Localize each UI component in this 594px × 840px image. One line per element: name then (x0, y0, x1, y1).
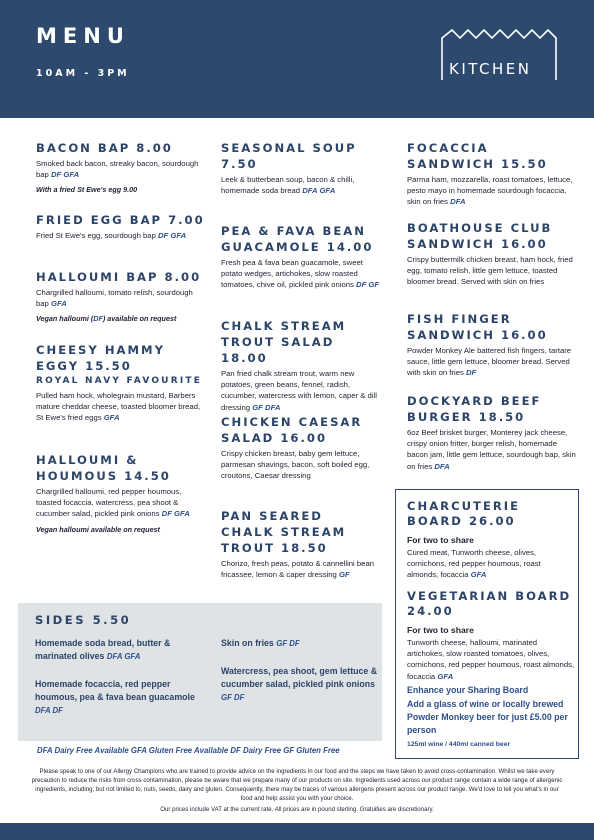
menu-item-boathouse-club-sandwich (407, 220, 579, 288)
item-desc: Cured meat, Tunworth cheese, olives, cornichons, red pepper houmous, roast almonds, focaccia GFA (407, 548, 541, 580)
dietary-tag: GFA (437, 671, 454, 681)
dietary-tag: GF DF (221, 693, 245, 702)
enhance-desc: Add a glass of wine or locally brewed Powder Monkey beer for just £5.00 per person (407, 699, 568, 735)
item-name: HALLOUMI & (36, 453, 139, 467)
menu-item-fried-egg-bap (36, 212, 206, 241)
vat-notice: Our prices include VAT at the current rate. All prices are in pound sterling. Gratuities are discretionary. (160, 806, 434, 813)
item-name: CHICKEN CAESAR (221, 415, 363, 429)
item-name: CHARCUTERIE (407, 499, 521, 513)
item-desc: Fried St Ewe's egg, sourdough bap DF GFA (36, 231, 187, 240)
menu-item-chalk-stream-trout-salad (221, 318, 383, 413)
menu-item-halloumi-bap (36, 269, 206, 323)
menu-item-charcuterie-board (407, 499, 571, 581)
item-name-price: GUACAMOLE 14.00 (221, 240, 374, 254)
side-item: Homemade soda bread, butter & marinated olives DFA GFA (35, 638, 171, 661)
dietary-tag: GFA (103, 413, 120, 423)
item-desc: Leek & butterbean soup, bacon & chilli, homemade soda bread DFA GFA (221, 175, 355, 196)
menu-item-bacon-bap (36, 140, 206, 194)
item-price: 24.00 (407, 604, 454, 618)
item-desc: Fresh pea & fava bean guacamole, sweet potato wedges, artichokes, slow roasted tomatoes, chive oil, pickled pink onions DF GF (221, 258, 380, 290)
item-name: PAN SEARED (221, 509, 323, 523)
item-name: CHALK STREAM (221, 319, 347, 333)
item-name: CHALK STREAM (221, 525, 347, 539)
item-name-price: HOUMOUS 14.50 (36, 469, 171, 483)
enhance-offer (407, 685, 575, 748)
item-name: DOCKYARD BEEF (407, 394, 542, 408)
item-name: PEA & FAVA BEAN (221, 224, 366, 238)
dietary-tag: DFA (450, 197, 466, 207)
page-title: MENU (36, 24, 130, 48)
item-name-price: BURGER 18.50 (407, 410, 526, 424)
item-name: SEASONAL SOUP (221, 141, 357, 155)
item-desc: Chargrilled halloumi, red pepper houmous, toasted focaccia, watercress, pea shoot & cucumber salad, pickled pink onions DF GFA (36, 487, 190, 519)
enhance-title: Enhance your Sharing Board (407, 685, 529, 695)
dietary-tag: GFA (50, 299, 67, 309)
dietary-tag: DF GFA (50, 170, 80, 180)
item-desc: Chorizo, fresh peas, potato & cannellini bean fricassee, lemon & caper dressing GF (221, 559, 374, 580)
item-name: BACON BAP 8.00 (36, 141, 173, 155)
sides-title: SIDES 5.50 (35, 613, 132, 627)
side-item: Homemade focaccia, red pepper houmous, pea & fava bean guacamole DFA DF (35, 679, 195, 715)
dietary-tag: GF (338, 570, 350, 580)
dietary-tag: GF DFA (252, 402, 281, 412)
item-name: FOCACCIA (407, 141, 489, 155)
kitchen-logo (440, 26, 560, 84)
item-name-price: SANDWICH 16.00 (407, 328, 548, 342)
menu-item-pea-fava-guacamole (221, 223, 381, 291)
item-name-price: SANDWICH 15.50 (407, 157, 548, 171)
allergy-notice: Please speak to one of our Allergy Champions who are trained to provide advice on the ingredients in our food and the steps we have taken to avoid cross-contamination. Whilst we take every precaution to reduce the risks from cross contamination, please be aware that we prepare many of our products on site. Ingredients used across our product range contain a wide range of allergenic ingredients, including, but not limited to, nuts, seeds, dairy and gluten. Consequently, there may be traces of various allergens present across our product range. We'd love to tell you what's in our food and help assist you with your choice. (31, 768, 563, 802)
sides-panel (18, 603, 382, 741)
item-name-price: TROUT SALAD 18.00 (221, 335, 335, 365)
menu-item-dockyard-beef-burger (407, 393, 579, 472)
item-note: Vegan halloumi available on request (36, 524, 160, 534)
item-desc: Powder Monkey Ale battered fish fingers, tartare sauce, little gem lettuce, bloomer bread. Served with skin on fries DF (407, 346, 572, 378)
sharing-boards-box (395, 489, 579, 759)
header-banner (0, 0, 594, 118)
dietary-tag: DF (465, 368, 477, 378)
item-name-price: SANDWICH 16.00 (407, 237, 548, 251)
item-name: FISH FINGER (407, 312, 512, 326)
item-name: VEGETARIAN BOARD (407, 589, 572, 603)
item-desc: Pan fried chalk stream trout, warm new potatoes, green beans, fennel, radish, cucumber, watercress with lemon, caper & dill dressing GF DFA (221, 369, 377, 412)
item-desc: Crispy chicken breast, baby gem lettuce, parmesan shavings, bacon, soft boiled egg, croutons, Caesar dressing (221, 449, 370, 481)
item-name: HALLOUMI BAP 8.00 (36, 270, 202, 284)
item-desc: 6oz Beef brisket burger, Monterey jack cheese, crispy onion fritter, burger relish, homemade bacon jam, little gem lettuce, sourdough bap, skin on fries DFA (407, 428, 576, 471)
menu-item-halloumi-houmous (36, 452, 206, 534)
item-subtitle: ROYAL NAVY FAVOURITE (36, 376, 203, 386)
dietary-tag: DFA DF (35, 706, 63, 715)
item-note: With a fried St Ewe's egg 9.00 (36, 185, 138, 195)
dietary-tag: DF GF (356, 280, 380, 290)
menu-item-pan-seared-trout (221, 508, 381, 580)
item-desc: Parma ham, mozzarella, roast tomatoes, lettuce, pesto mayo in homemade sourdough focaccia, skin on fries DFA (407, 175, 573, 207)
menu-item-chicken-caesar-salad (221, 414, 381, 482)
item-desc: Smoked back bacon, streaky bacon, sourdough bap DF GFA (36, 159, 199, 180)
dietary-tag: DFA GFA (106, 652, 141, 661)
serving-note: For two to share (407, 625, 474, 635)
dietary-tag: DF GFA (161, 509, 190, 519)
dietary-tag: DF GFA (157, 231, 187, 240)
item-desc: Crispy buttermilk chicken breast, ham hock, fried egg, tomato relish, little gem lettuce, toasted bloomer bread. Served with skin on fries (407, 255, 573, 287)
dietary-tag: DFA GFA (302, 186, 336, 196)
menu-item-vegetarian-board (407, 589, 575, 682)
dietary-tag: GFA (470, 570, 487, 580)
menu-item-fish-finger-sandwich (407, 311, 579, 379)
item-desc: Tunworth cheese, halloumi, marinated artichokes, slow roasted tomatoes, olives, cornichons, red pepper houmous, roast almonds, focaccia GFA (407, 638, 575, 681)
dietary-tag: GF DF (276, 639, 300, 648)
item-name: BOATHOUSE CLUB (407, 221, 553, 235)
item-desc: Pulled ham hock, wholegrain mustard, Barbers mature cheddar cheese, toasted bloomer bread, St Ewe's fried eggs GFA (36, 391, 201, 423)
item-name: FRIED EGG BAP 7.00 (36, 213, 205, 227)
side-item: Skin on fries GF DF (221, 638, 300, 648)
dietary-key: DFA Dairy Free Available GFA Gluten Free Available DF Dairy Free GF Gluten Free (37, 746, 340, 755)
item-name-price: EGGY 15.50 (36, 359, 132, 373)
footer-bar (0, 823, 594, 840)
logo-wordmark: KITCHEN (449, 60, 532, 78)
item-desc: Chargrilled halloumi, tomato relish, sourdough bap GFA (36, 288, 193, 309)
item-price: 7.50 (221, 157, 258, 171)
menu-item-cheesy-hammy-eggy (36, 342, 206, 424)
menu-item-seasonal-soup (221, 140, 381, 196)
menu-item-focaccia-sandwich (407, 140, 579, 208)
item-note: Vegan halloumi (DF) available on request (36, 314, 177, 324)
item-name: CHEESY HAMMY (36, 343, 165, 357)
serving-note: For two to share (407, 535, 474, 545)
dietary-tag: DFA (434, 461, 450, 471)
item-name-price: TROUT 18.50 (221, 541, 328, 555)
enhance-small-print: 125ml wine / 440ml canned beer (407, 741, 511, 748)
opening-hours: 10AM - 3PM (36, 68, 130, 79)
item-name-price: BOARD 26.00 (407, 514, 516, 528)
side-item: Watercress, pea shoot, gem lettuce & cucumber salad, pickled pink onions GF DF (221, 666, 378, 702)
item-name-price: SALAD 16.00 (221, 431, 328, 445)
